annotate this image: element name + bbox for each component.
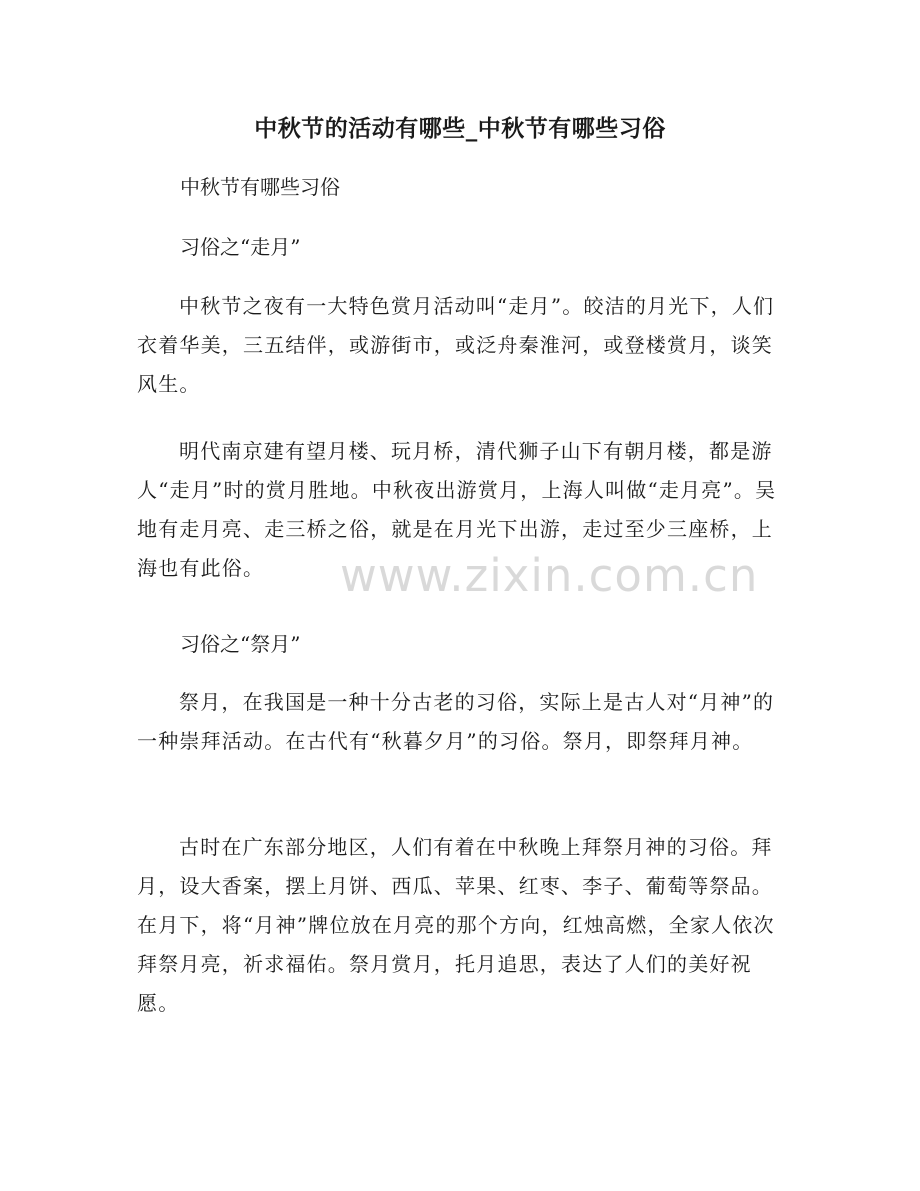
watermark-text: www.zixin.com.cn — [340, 549, 759, 602]
paragraph: 古时在广东部分地区，人们有着在中秋晚上拜祭月神的习俗。拜月，设大香案，摆上月饼、西瓜、苹果、红枣、李子、葡萄等祭品。在月下，将“月神”牌位放在月亮的那个方向，红烛高燃，全家人依次拜祭月亮，祈求福佑。祭月赏月，托月追思，表达了人们的美好祝愿。 — [137, 835, 775, 1015]
paragraph: 明代南京建有望月楼、玩月桥，清代狮子山下有朝月楼，都是游人“走月”时的赏月胜地。中秋夜出游赏月，上海人叫做“走月亮”。吴地有走月亮、走三桥之俗，就是在月光下出游，走过至少三座桥，上海也有此俗。 — [137, 439, 777, 580]
document-title: 中秋节的活动有哪些_中秋节有哪些习俗 — [254, 115, 666, 142]
custom-heading-jiyue: 习俗之“祭月” — [180, 632, 301, 656]
paragraph: 中秋节之夜有一大特色赏月活动叫“走月”。皎洁的月光下，人们衣着华美，三五结伴，或游街市，或泛舟秦淮河，或登楼赏月，谈笑风生。 — [137, 294, 775, 396]
paragraph: 祭月，在我国是一种十分古老的习俗，实际上是古人对“月神”的一种崇拜活动。在古代有“秋暮夕月”的习俗。祭月，即祭拜月神。 — [137, 690, 775, 753]
section-heading: 中秋节有哪些习俗 — [180, 175, 340, 199]
custom-heading-zouyue: 习俗之“走月” — [180, 235, 301, 259]
